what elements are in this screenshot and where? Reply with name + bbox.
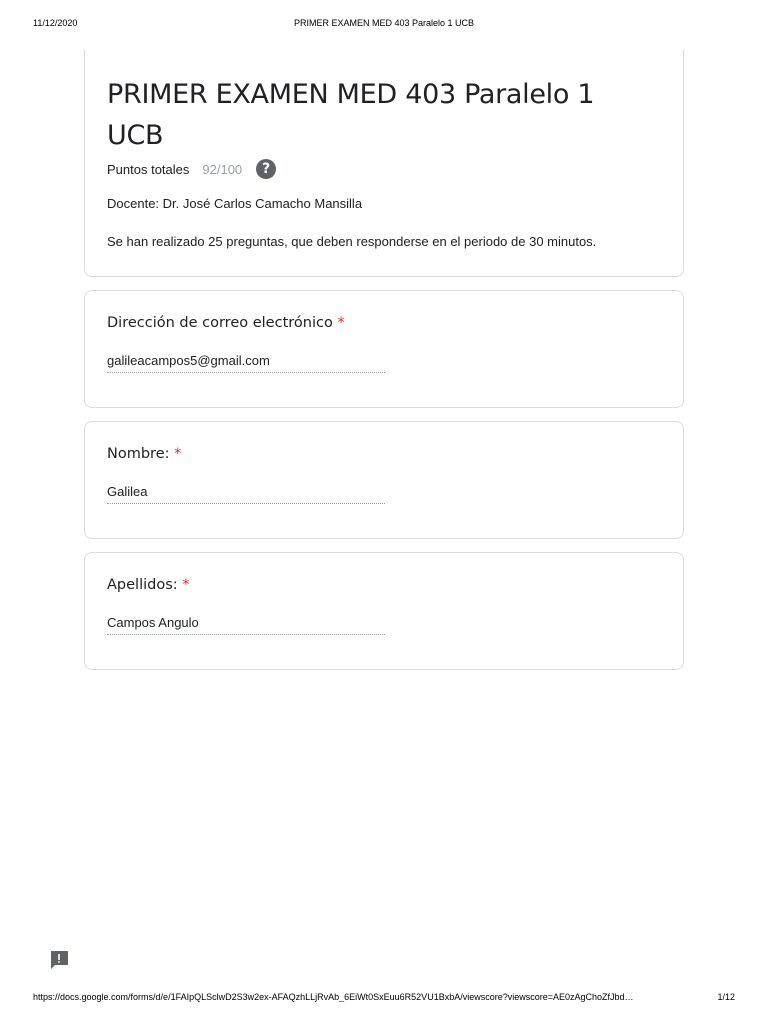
print-title: PRIMER EXAMEN MED 403 Paralelo 1 UCB <box>293 18 475 28</box>
question-title-text: Apellidos: <box>107 577 178 593</box>
answer-email: galileacampos5@gmail.com <box>107 353 385 373</box>
answer-nombre: Galilea <box>107 484 385 504</box>
form-description-docente: Docente: Dr. José Carlos Camacho Mansilla <box>107 196 363 211</box>
print-footer <box>0 992 768 1006</box>
form-header-card <box>84 50 684 277</box>
score-value: 92/100 <box>202 161 243 177</box>
question-title-text: Nombre: <box>107 446 170 462</box>
print-date: 11/12/2020 <box>33 18 78 28</box>
help-circle-icon[interactable]: ? <box>256 159 276 179</box>
score-label: Puntos totales <box>107 161 190 177</box>
answer-apellidos: Campos Angulo <box>107 615 385 635</box>
feedback-icon <box>49 950 69 970</box>
required-mark: * <box>182 577 190 593</box>
question-title <box>107 315 345 331</box>
print-page-number: 1/12 <box>717 992 735 1002</box>
question-card-nombre <box>84 421 684 539</box>
form-description-instructions: Se han realizado 25 preguntas, que deben responderse en el periodo de 30 minutos. <box>107 234 597 249</box>
required-mark: * <box>174 446 182 462</box>
form-title: PRIMER EXAMEN MED 403 Paralelo 1 UCB <box>107 79 595 151</box>
question-card-email <box>84 290 684 408</box>
print-header <box>0 18 768 32</box>
required-mark: * <box>337 315 345 331</box>
feedback-button[interactable] <box>49 950 69 970</box>
question-card-apellidos <box>84 552 684 670</box>
question-title-text: Dirección de correo electrónico <box>107 315 333 331</box>
print-url: https://docs.google.com/forms/d/e/1FAIpQLSclwD2S3w2ex-AFAQzhLLjRvAb_6EiWt0SxEuu6R52VU1BxbA/viewscore?viewscore=AE0zAgChoZfJbd… <box>33 992 634 1002</box>
question-title <box>107 446 181 462</box>
score-row <box>107 158 276 180</box>
question-title <box>107 577 190 593</box>
